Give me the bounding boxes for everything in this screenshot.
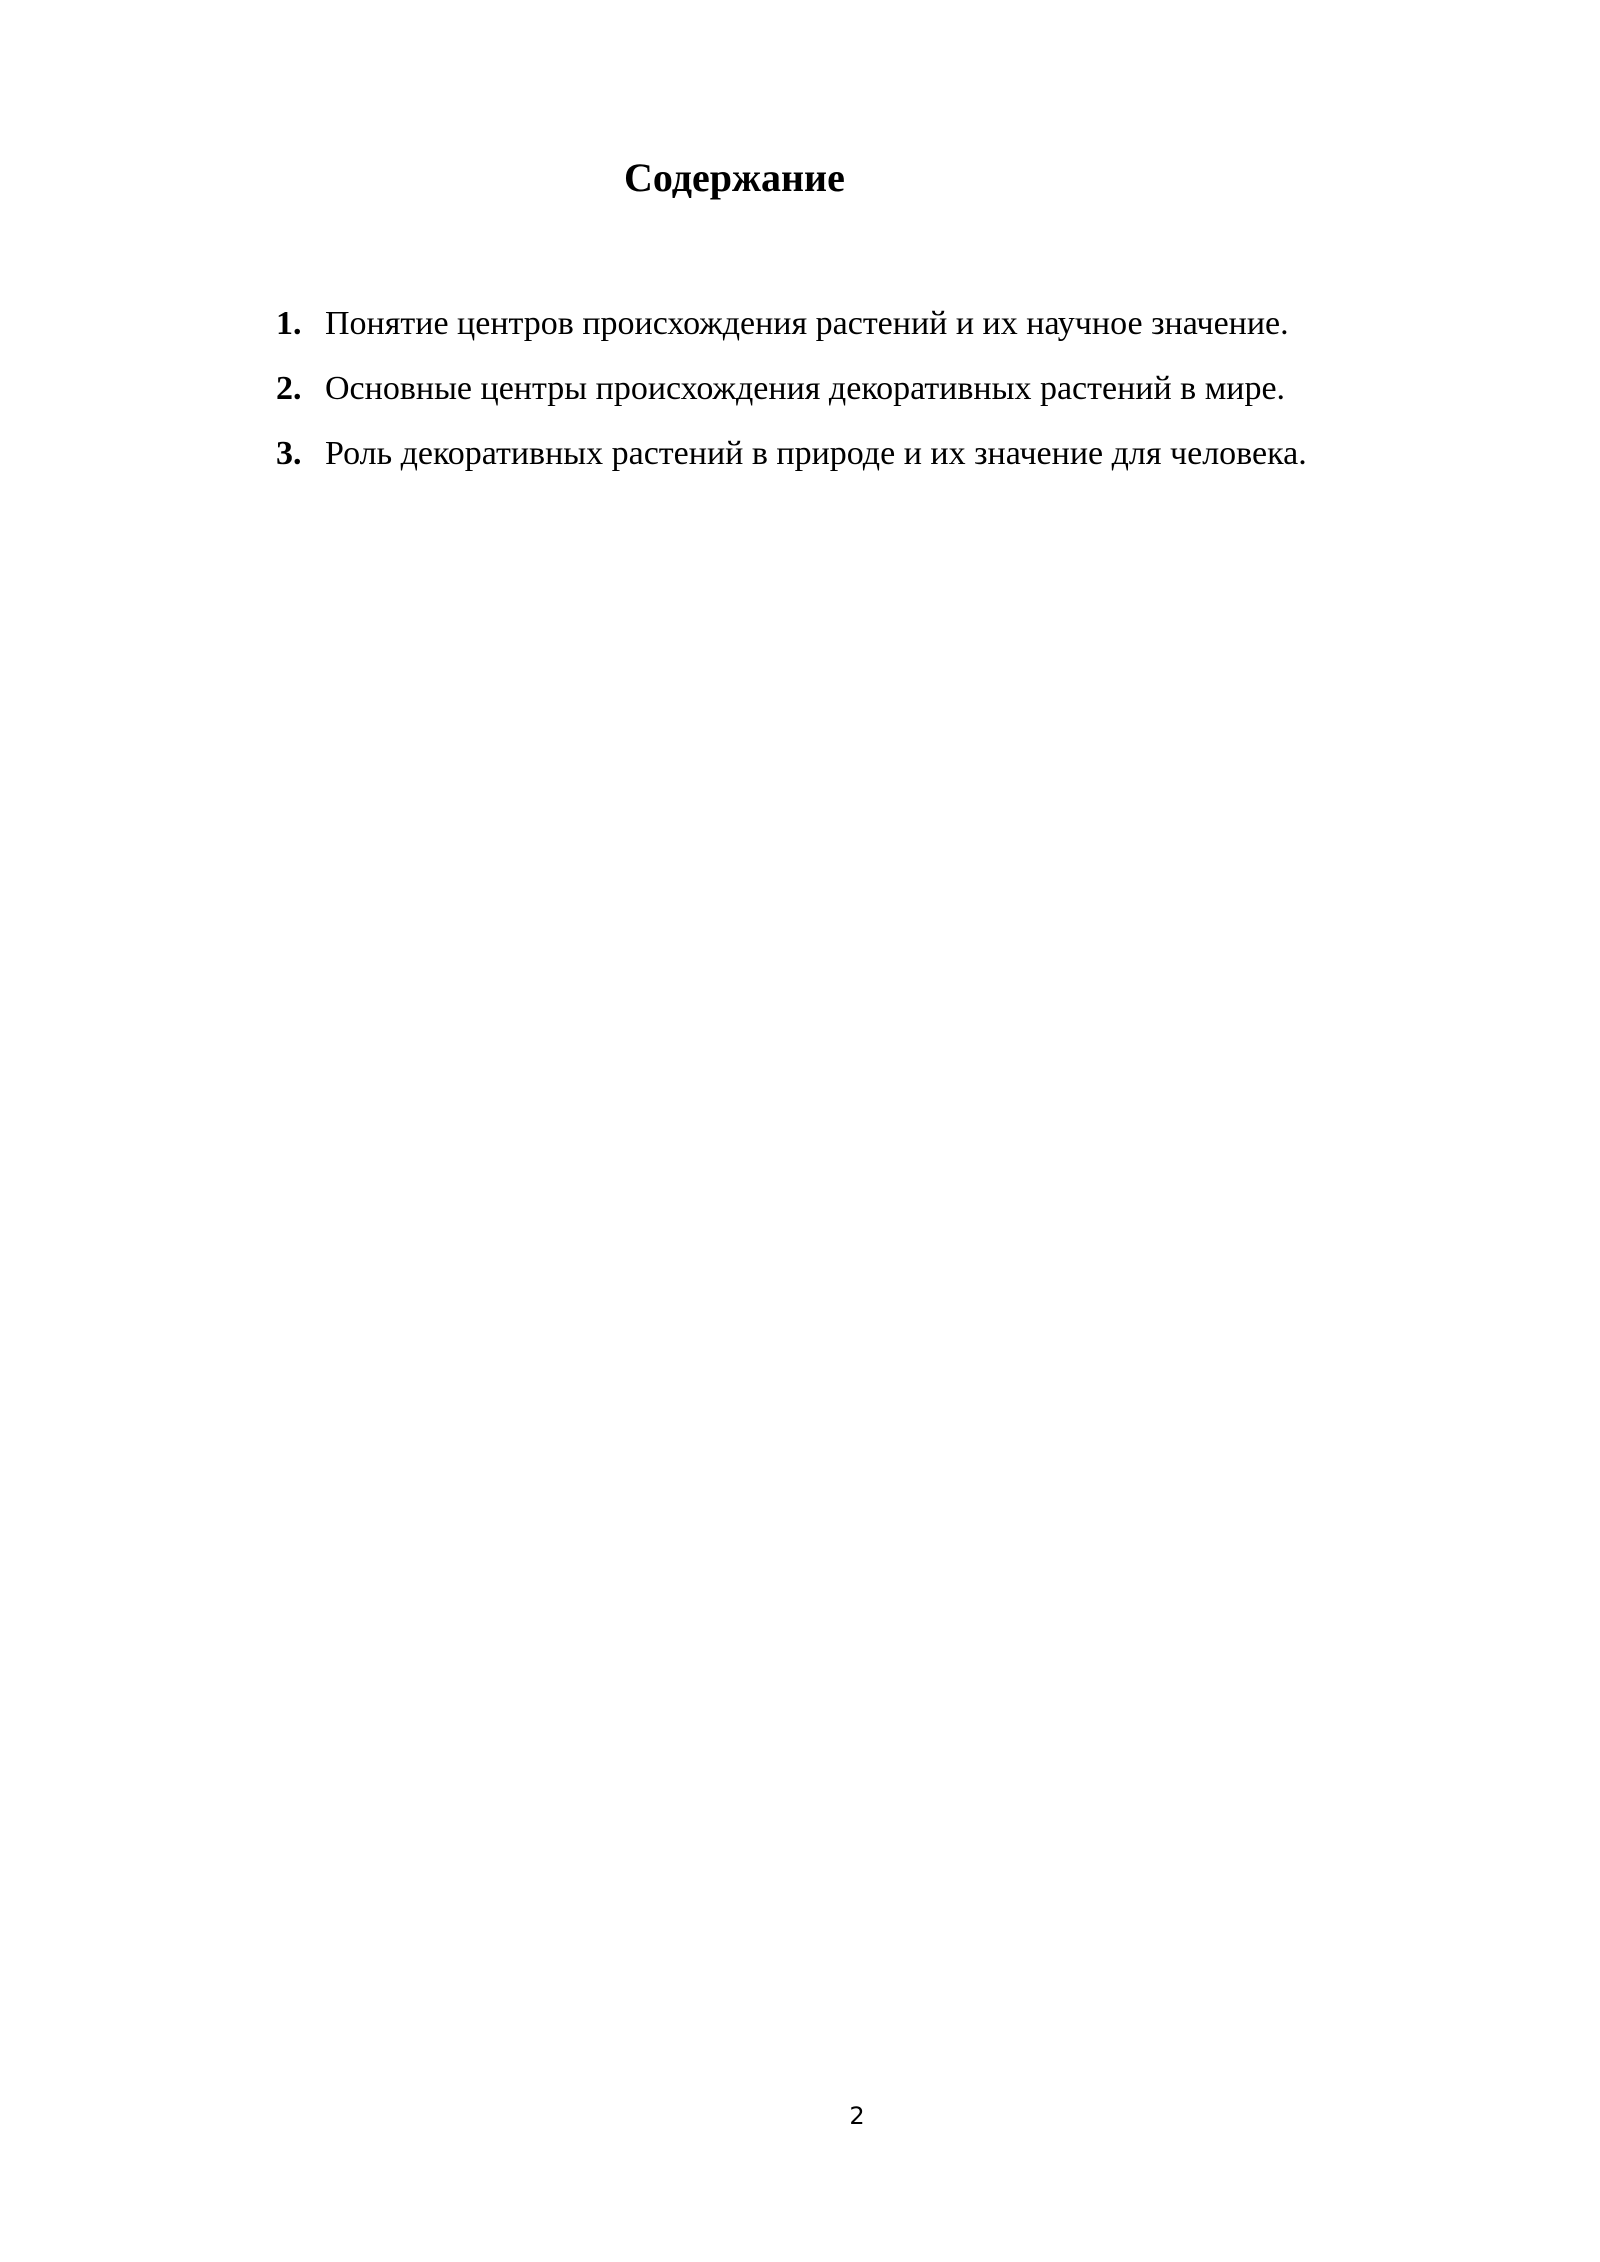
toc-list: [276, 296, 1526, 491]
toc-item-text: Основные центры происхождения декоративных растений в мире.: [325, 370, 1286, 407]
page-number: 2: [849, 2102, 865, 2130]
toc-item: [276, 426, 1526, 491]
toc-title: Содержание: [624, 155, 845, 200]
toc-item-number: 2.: [276, 370, 302, 407]
toc-item-text: Понятие центров происхождения растений и их научное значение.: [325, 305, 1289, 342]
toc-item: [276, 361, 1526, 426]
toc-item: [276, 296, 1526, 361]
toc-item-number: 3.: [276, 435, 302, 472]
toc-item-number: 1.: [276, 305, 302, 342]
toc-item-text: Роль декоративных растений в природе и их значение для человека.: [325, 435, 1307, 472]
